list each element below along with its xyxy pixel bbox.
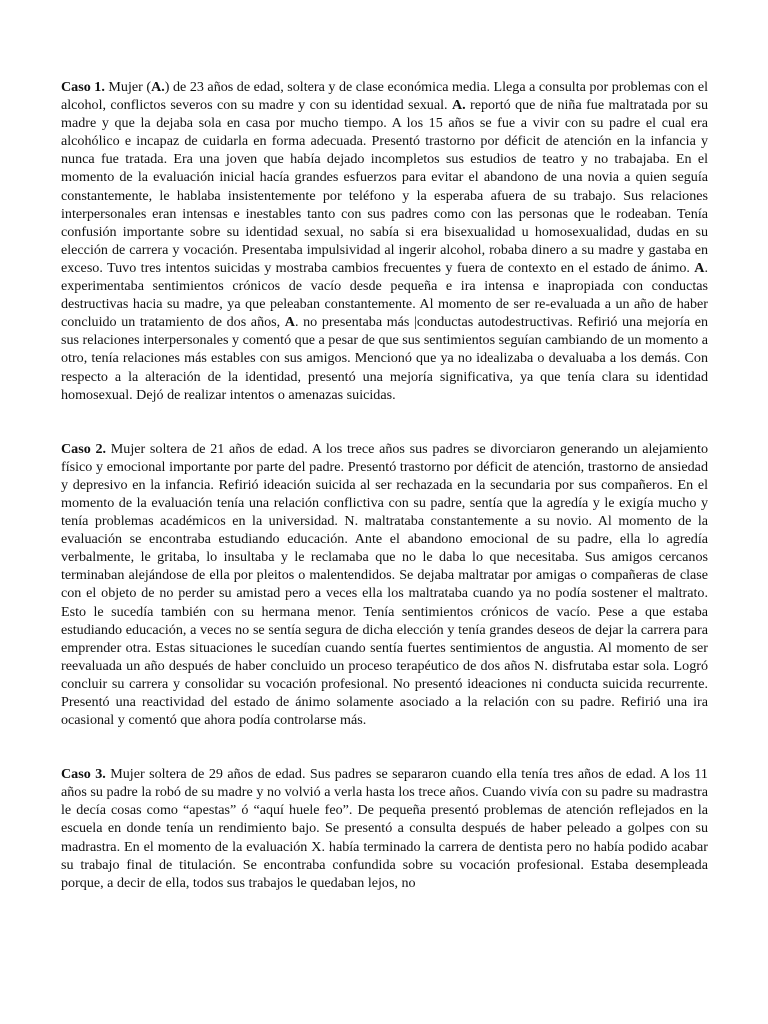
case-1-text: . experimentaba sentimientos crónicos de vacío desde pequeña e ira intensa e inapropiada con conductas destructivas hacia su madre, ya que peleaban constantemente. Al momento de ser re-evaluada a un año de haber concluido un tratamiento de dos años, [61, 259, 708, 331]
case-1-patient-initial: A. [451, 97, 466, 114]
case-1-text: reportó que de niña fue maltratada por su madre y que la dejaba sola en casa por mucho tiempo. A los 15 años se fue a vivir con su padre el cual era alcohólico e incapaz de cuidarla en forma adecuada. Presentó trastorno por déficit de atención en la infancia y nunca fue tratada. Era una joven que había dejado incompletos sus estudios de teatro y no trabajaba. En el momento de la evaluación inicial hacía grandes esfuerzos para evitar el abandono de una novia a quien seguía constantemente, le hablaba insistentemente por teléfono y la esperaba afuera de su trabajo. Sus relaciones interpersonales eran intensas e inestables tanto con sus padres como con las personas que le rodeaban. Tenía confusión importante sobre su identidad sexual, no sabía si era bisexualidad u homosexualidad, dudas en su elección de carrera y vocación. Presentaba impulsividad al ingerir alcohol, robaba dinero a su madre y gastaba en exceso. Tuvo tres intentos suicidas y mostraba cambios frecuentes y fuera de contexto en el estado de ánimo. [61, 97, 709, 276]
case-3-heading: Caso 3. [61, 766, 106, 783]
case-3-paragraph [61, 765, 708, 892]
case-1-heading: Caso 1. [61, 79, 105, 95]
case-3-text: Mujer soltera de 29 años de edad. Sus padres se separaron cuando ella tenía tres años de edad. A los 11 años su padre la robó de su madre y no volvió a verla hasta los trece años. Cuando vivía con su padre su madrastra le decía cosas como “apestas” ó “aquí huele feo”. De pequeña presentó problemas de atención reflejados en la escuela en donde tenía un rendimiento bajo. Se presentó a consulta después de haber peleado a golpes con su madrastra. En el momento de la evaluación X. había terminado la carrera de dentista pero no había podido acabar su trabajo final de titulación. Se encontraba confundida sobre su vocación profesional. Estaba desempleada porque, a decir de ella, todos sus trabajos le quedaban lejos, no [61, 766, 708, 891]
case-1-text: . no presentaba más |conductas autodestructivas. Refirió una mejoría en sus relaciones interpersonales y comentó que a pesar de que sus sentimientos seguían cambiando de un momento a otro, tenía relaciones más estables con sus amigos. Mencionó que ya no idealizaba o devaluaba a los demás. Con respecto a la alteración de la identidad, presentó una mejoría significativa, ya que tenía clara su identidad homosexual. Dejó de realizar intentos o amenazas suicidas. [61, 314, 709, 403]
case-1-text: ) de 23 años de edad, soltera y de clase económica media. Llega a consulta por problemas con el alcohol, conflictos severos con su madre y con su identidad sexual. [61, 79, 708, 114]
case-1-patient-initial: A. [151, 79, 165, 95]
case-1-patient-initial: A [694, 259, 705, 276]
case-1-paragraph [61, 78, 708, 404]
case-2-paragraph [61, 440, 708, 730]
case-2-heading: Caso 2. [61, 440, 107, 457]
case-1-patient-initial: A [284, 314, 295, 331]
case-1-text: Mujer ( [104, 79, 152, 95]
case-2-text: Mujer soltera de 21 años de edad. A los trece años sus padres se divorciaron generando un alejamiento físico y emocional importante por parte del padre. Presentó trastorno por déficit de atención, trastorno de ansiedad y depresivo en la infancia. Refirió ideación suicida al ser rechazada en la secundaria por sus compañeros. En el momento de la evaluación tenía una relación conflictiva con su padre, sentía que la agredía y le exigía mucho y tenía problemas académicos en la universidad. N. maltrataba constantemente a su novio. Al momento de la evaluación se encontraba estudiando educación. Ante el abandono emocional de su padre, ella lo agredía verbalmente, le gritaba, lo insultaba y le reclamaba que no le daba lo que necesitaba. Sus amigos cercanos terminaban alejándose de ella por pleitos o malentendidos. Se dejaba maltratar por amigas o compañeras de clase con el objeto de no perder su amistad pero a veces ella los maltrataba cuando ya no podía sostener el maltrato. Esto le sucedía también con su hermana menor. Tenía sentimientos crónicos de vacío. Pese a que estaba estudiando educación, a veces no se sentía segura de dicha elección y tenía grandes deseos de dejar la carrera para emprender otra. Estas situaciones le sucedían cuando sentía fuertes sentimientos de angustia. Al momento de ser reevaluada un año después de haber concluido un proceso terapéutico de dos años N. disfrutaba estar sola. Logró concluir su carrera y consolidar su vocación profesional. No presentó ideaciones ni conducta suicida recurrente. Presentó una reactividad del estado de ánimo solamente asociado a la relación con su padre. Refirió una ira ocasional y comentó que ahora podía controlarse más. [61, 440, 708, 729]
